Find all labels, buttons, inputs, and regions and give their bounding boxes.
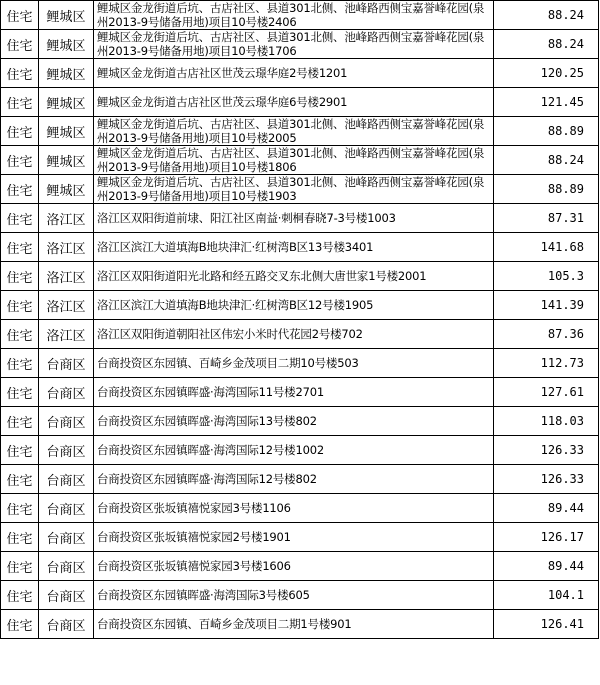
table-row: [1, 117, 599, 146]
area-cell: 105.3: [494, 262, 599, 291]
address-cell: 鲤城区金龙街道后坑、古店社区、县道301北侧、池峰路西侧宝嘉誉峰花园(泉州2013-9号储备用地)项目10号楼1706: [94, 30, 494, 59]
address-cell: 洛江区滨江大道填海B地块津汇·红树湾B区13号楼3401: [94, 233, 494, 262]
area-cell: 127.61: [494, 378, 599, 407]
table-row: [1, 146, 599, 175]
table-row: [1, 378, 599, 407]
table-row: [1, 59, 599, 88]
area-cell: 141.68: [494, 233, 599, 262]
district-cell: 洛江区: [39, 262, 94, 291]
district-cell: 鲤城区: [39, 146, 94, 175]
district-cell: 鲤城区: [39, 30, 94, 59]
address-cell: 鲤城区金龙街道后坑、古店社区、县道301北侧、池峰路西侧宝嘉誉峰花园(泉州2013-9号储备用地)项目10号楼1903: [94, 175, 494, 204]
address-cell: 台商投资区东园镇晖盛·海湾国际13号楼802: [94, 407, 494, 436]
type-cell: 住宅: [1, 436, 39, 465]
district-cell: 台商区: [39, 378, 94, 407]
type-cell: 住宅: [1, 610, 39, 639]
district-cell: 鲤城区: [39, 175, 94, 204]
table-row: [1, 610, 599, 639]
area-cell: 88.24: [494, 146, 599, 175]
address-cell: 鲤城区金龙街道后坑、古店社区、县道301北侧、池峰路西侧宝嘉誉峰花园(泉州2013-9号储备用地)项目10号楼2406: [94, 1, 494, 30]
district-cell: 洛江区: [39, 291, 94, 320]
type-cell: 住宅: [1, 465, 39, 494]
type-cell: 住宅: [1, 523, 39, 552]
district-cell: 洛江区: [39, 204, 94, 233]
type-cell: 住宅: [1, 552, 39, 581]
address-cell: 台商投资区东园镇、百崎乡金茂项目二期10号楼503: [94, 349, 494, 378]
district-cell: 鲤城区: [39, 1, 94, 30]
district-cell: 鲤城区: [39, 59, 94, 88]
district-cell: 洛江区: [39, 233, 94, 262]
type-cell: 住宅: [1, 291, 39, 320]
area-cell: 112.73: [494, 349, 599, 378]
address-cell: 洛江区滨江大道填海B地块津汇·红树湾B区12号楼1905: [94, 291, 494, 320]
area-cell: 126.33: [494, 465, 599, 494]
type-cell: 住宅: [1, 262, 39, 291]
address-cell: 台商投资区东园镇晖盛·海湾国际11号楼2701: [94, 378, 494, 407]
type-cell: 住宅: [1, 494, 39, 523]
table-row: [1, 233, 599, 262]
district-cell: 台商区: [39, 610, 94, 639]
address-cell: 台商投资区张坂镇禧悦家园3号楼1606: [94, 552, 494, 581]
address-cell: 台商投资区东园镇、百崎乡金茂项目二期1号楼901: [94, 610, 494, 639]
address-cell: 洛江区双阳街道朝阳社区伟宏小米时代花园2号楼702: [94, 320, 494, 349]
table-row: [1, 349, 599, 378]
address-cell: 鲤城区金龙街道后坑、古店社区、县道301北侧、池峰路西侧宝嘉誉峰花园(泉州2013-9号储备用地)项目10号楼1806: [94, 146, 494, 175]
district-cell: 台商区: [39, 552, 94, 581]
table-row: [1, 581, 599, 610]
area-cell: 126.17: [494, 523, 599, 552]
address-cell: 台商投资区东园镇晖盛·海湾国际12号楼1002: [94, 436, 494, 465]
area-cell: 120.25: [494, 59, 599, 88]
address-cell: 鲤城区金龙街道后坑、古店社区、县道301北侧、池峰路西侧宝嘉誉峰花园(泉州2013-9号储备用地)项目10号楼2005: [94, 117, 494, 146]
area-cell: 126.33: [494, 436, 599, 465]
type-cell: 住宅: [1, 581, 39, 610]
type-cell: 住宅: [1, 175, 39, 204]
district-cell: 台商区: [39, 465, 94, 494]
district-cell: 台商区: [39, 436, 94, 465]
table-row: [1, 494, 599, 523]
area-cell: 118.03: [494, 407, 599, 436]
type-cell: 住宅: [1, 407, 39, 436]
area-cell: 104.1: [494, 581, 599, 610]
district-cell: 洛江区: [39, 320, 94, 349]
type-cell: 住宅: [1, 233, 39, 262]
area-cell: 89.44: [494, 552, 599, 581]
type-cell: 住宅: [1, 146, 39, 175]
address-cell: 鲤城区金龙街道古店社区世茂云璟华庭2号楼1201: [94, 59, 494, 88]
district-cell: 台商区: [39, 581, 94, 610]
table-row: [1, 552, 599, 581]
district-cell: 台商区: [39, 407, 94, 436]
type-cell: 住宅: [1, 349, 39, 378]
table-row: [1, 88, 599, 117]
district-cell: 台商区: [39, 523, 94, 552]
address-cell: 洛江区双阳街道阳光北路和经五路交叉东北侧大唐世家1号楼2001: [94, 262, 494, 291]
type-cell: 住宅: [1, 1, 39, 30]
area-cell: 87.31: [494, 204, 599, 233]
address-cell: 台商投资区东园镇晖盛·海湾国际3号楼605: [94, 581, 494, 610]
area-cell: 88.89: [494, 117, 599, 146]
table-row: [1, 465, 599, 494]
address-cell: 台商投资区张坂镇禧悦家园3号楼1106: [94, 494, 494, 523]
area-cell: 126.41: [494, 610, 599, 639]
table-row: [1, 204, 599, 233]
address-cell: 洛江区双阳街道前埭、阳江社区南益·刺桐春晓7-3号楼1003: [94, 204, 494, 233]
type-cell: 住宅: [1, 204, 39, 233]
address-cell: 台商投资区张坂镇禧悦家园2号楼1901: [94, 523, 494, 552]
type-cell: 住宅: [1, 59, 39, 88]
table-row: [1, 523, 599, 552]
area-cell: 141.39: [494, 291, 599, 320]
area-cell: 88.24: [494, 1, 599, 30]
area-cell: 88.24: [494, 30, 599, 59]
table-row: [1, 1, 599, 30]
district-cell: 鲤城区: [39, 117, 94, 146]
table-row: [1, 30, 599, 59]
type-cell: 住宅: [1, 30, 39, 59]
table-row: [1, 320, 599, 349]
district-cell: 鲤城区: [39, 88, 94, 117]
type-cell: 住宅: [1, 88, 39, 117]
area-cell: 121.45: [494, 88, 599, 117]
area-cell: 89.44: [494, 494, 599, 523]
table-row: [1, 291, 599, 320]
district-cell: 台商区: [39, 349, 94, 378]
type-cell: 住宅: [1, 378, 39, 407]
address-cell: 台商投资区东园镇晖盛·海湾国际12号楼802: [94, 465, 494, 494]
table-row: [1, 436, 599, 465]
table-row: [1, 407, 599, 436]
address-cell: 鲤城区金龙街道古店社区世茂云璟华庭6号楼2901: [94, 88, 494, 117]
area-cell: 87.36: [494, 320, 599, 349]
table-row: [1, 175, 599, 204]
table-body: [1, 1, 599, 639]
district-cell: 台商区: [39, 494, 94, 523]
area-cell: 88.89: [494, 175, 599, 204]
type-cell: 住宅: [1, 117, 39, 146]
type-cell: 住宅: [1, 320, 39, 349]
table-row: [1, 262, 599, 291]
